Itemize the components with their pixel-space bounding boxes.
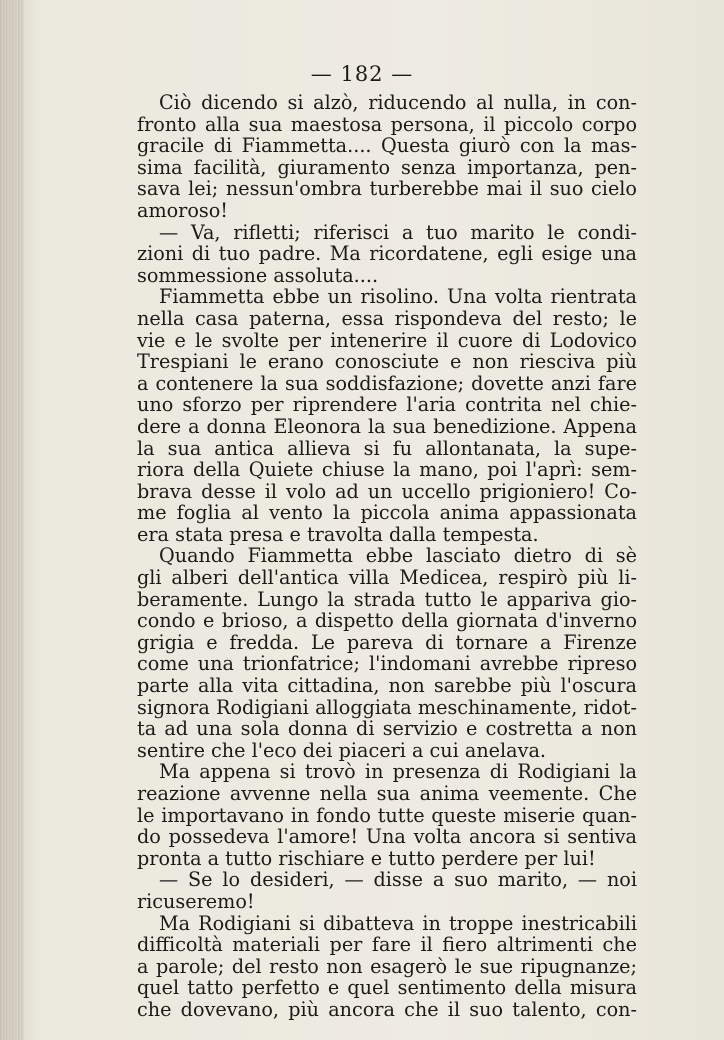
text-line: fronto alla sua maestosa persona, il piccolo corpo <box>137 112 637 136</box>
text-line: gracile di Fiammetta.... Questa giurò con la mas- <box>137 134 637 158</box>
text-line: Quando Fiammetta ebbe lasciato dietro di sè <box>159 544 637 568</box>
text-line: Ciò dicendo si alzò, riducendo al nulla, in con- <box>159 91 637 114</box>
text-line: grigia e fredda. Le pareva di tornare a Firenze <box>137 630 637 654</box>
text-line: a contenere la sua soddisfazione; dovette anzi fare <box>137 371 637 395</box>
text-line: Trespiani le erano conosciute e non riesciva più <box>137 350 637 374</box>
text-line: sava lei; nessun'ombra turberebbe mai il suo cielo <box>137 177 637 201</box>
text-line: do possedeva l'amore! Una volta ancora si sentiva <box>137 825 637 849</box>
text-line: condo e brioso, a dispetto della giornata d'inverno <box>137 609 637 633</box>
page-gutter <box>0 0 24 1040</box>
text-line: zioni di tuo padre. Ma ricordatene, egli esige una <box>137 242 637 266</box>
text-line: vie e le svolte per intenerire il cuore di Lodovico <box>137 328 637 352</box>
text-line: ricuseremo! <box>137 889 255 913</box>
text-line: sommessione assoluta.... <box>137 263 379 287</box>
text-line: era stata presa e travolta dalla tempesta. <box>137 522 539 546</box>
text-line: beramente. Lungo la strada tutto le appariva gio- <box>137 587 637 611</box>
text-line: sentire che l'eco dei piaceri a cui anelava. <box>137 738 546 762</box>
text-line: che dovevano, più ancora che il suo talento, con- <box>137 997 637 1021</box>
text-line: — Va, rifletti; riferisci a tuo marito le condi- <box>159 220 637 244</box>
text-line: signora Rodigiani alloggiata meschinamente, ridot- <box>137 695 637 719</box>
text-line: nella casa paterna, essa rispondeva del resto; le <box>137 306 637 330</box>
text-line: reazione avvenne nella sua anima veemente. Che <box>137 782 637 805</box>
text-line: gli alberi dell'antica villa Medicea, respirò più li- <box>137 566 637 590</box>
text-line: pronta a tutto rischiare e tutto perdere per lui! <box>137 846 596 870</box>
text-line: brava desse il volo ad un uccello prigioniero! Co- <box>137 479 637 503</box>
text-line: difficoltà materiali per fare il fiero altrimenti che <box>137 933 637 957</box>
text-line: a parole; del resto non esagerò le sue ripugnanze; <box>137 954 637 978</box>
text-line: riora della Quiete chiuse la mano, poi l'aprì: sem- <box>137 458 637 482</box>
body-text <box>137 92 637 1021</box>
text-line: come una trionfatrice; l'indomani avrebbe ripreso <box>137 652 637 676</box>
text-line: amoroso! <box>137 198 229 222</box>
text-line: Fiammetta ebbe un risolino. Una volta rientrata <box>159 285 637 309</box>
text-line: ta ad una sola donna di servizio e costretta a non <box>137 717 637 741</box>
text-line: quel tatto perfetto e quel sentimento della misura <box>137 976 637 1000</box>
text-line: uno sforzo per riprendere l'aria contrita nel chie- <box>137 393 637 417</box>
text-line: la sua antica allieva si fu allontanata, la supe- <box>137 436 637 460</box>
text-line: me foglia al vento la piccola anima appassionata <box>137 501 637 525</box>
text-line: Ma appena si trovò in presenza di Rodigiani la <box>159 760 637 784</box>
text-line: parte alla vita cittadina, non sarebbe più l'oscura <box>137 674 637 698</box>
text-line: Ma Rodigiani si dibatteva in troppe inestricabili <box>159 911 637 935</box>
text-line: sima facilità, giuramento senza importanza, pen- <box>137 155 637 179</box>
text-line: le importavano in fondo tutte queste miserie quan- <box>137 803 637 827</box>
text-line: dere a donna Eleonora la sua benedizione. Appena <box>137 414 637 438</box>
page-number: — 182 — <box>310 62 414 86</box>
text-line: — Se lo desideri, — disse a suo marito, — noi <box>159 868 637 892</box>
